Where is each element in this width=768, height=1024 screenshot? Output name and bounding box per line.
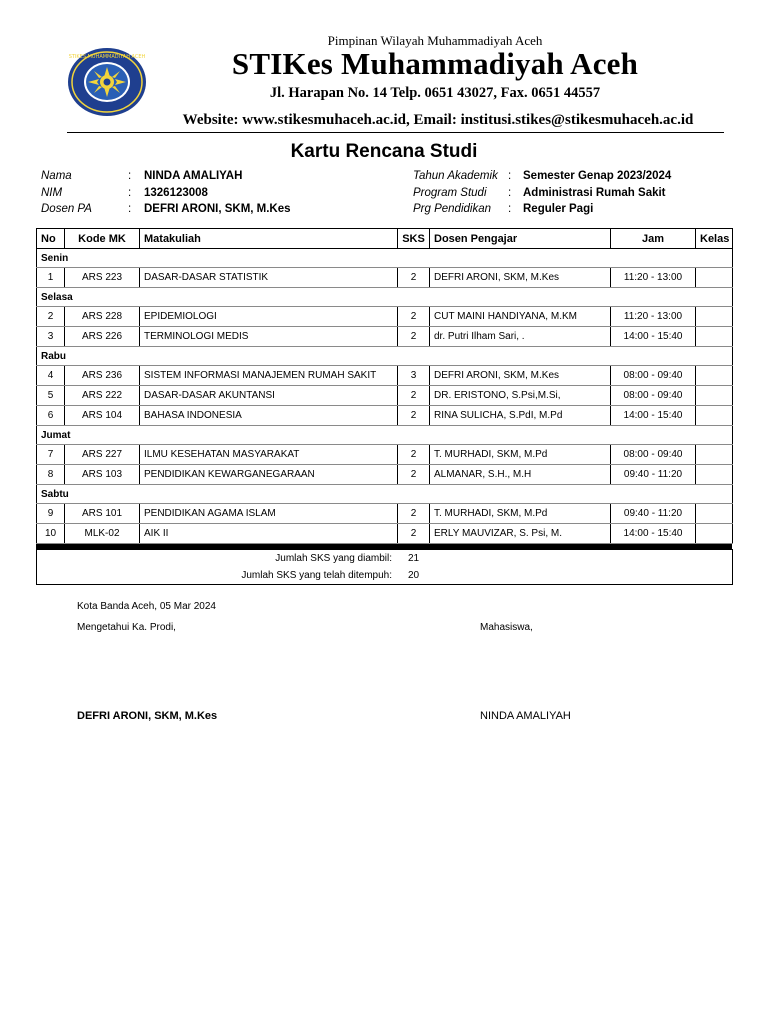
course-row [37,386,733,406]
course-code: ARS 101 [65,504,140,524]
course-no: 1 [37,268,65,288]
course-class [696,307,733,327]
sks-passed-value: 20 [408,570,420,581]
course-code: ARS 227 [65,445,140,465]
course-class [696,386,733,406]
course-lecturer: DEFRI ARONI, SKM, M.Kes [430,366,611,386]
course-no: 9 [37,504,65,524]
course-lecturer: CUT MAINI HANDIYANA, M.KM [430,307,611,327]
tahun-label: Tahun Akademik [413,170,498,182]
day-group-row [37,426,733,445]
course-lecturer: DEFRI ARONI, SKM, M.Kes [430,268,611,288]
course-sks: 2 [398,524,430,544]
course-lecturer: T. MURHADI, SKM, M.Pd [430,445,611,465]
course-table [36,228,733,544]
column-header-matakuliah: Matakuliah [140,229,398,249]
course-code: ARS 222 [65,386,140,406]
course-code: ARS 223 [65,268,140,288]
table-header-row [37,229,733,249]
course-time: 11:20 - 13:00 [611,307,696,327]
course-row [37,524,733,544]
column-header-dosen: Dosen Pengajar [430,229,611,249]
student-role: Mahasiswa, [480,622,533,633]
course-no: 4 [37,366,65,386]
course-no: 7 [37,445,65,465]
course-lecturer: ERLY MAUVIZAR, S. Psi, M. [430,524,611,544]
course-code: ARS 228 [65,307,140,327]
course-name: DASAR-DASAR AKUNTANSI [140,386,398,406]
day-label: Rabu [37,347,733,366]
course-row [37,268,733,288]
course-no: 5 [37,386,65,406]
colon: : [128,203,132,215]
student-info-labels [41,168,92,218]
student-name: NINDA AMALIYAH [480,710,571,722]
summary-row-taken [37,550,732,567]
day-group-row [37,485,733,504]
course-sks: 2 [398,465,430,485]
course-sks: 2 [398,406,430,426]
course-lecturer: DR. ERISTONO, S.Psi,M.Si, [430,386,611,406]
course-row [37,307,733,327]
course-sks: 2 [398,386,430,406]
course-name: TERMINOLOGI MEDIS [140,327,398,347]
academic-info-labels [413,168,498,218]
sks-taken-label: Jumlah SKS yang diambil: [275,553,392,564]
course-code: MLK-02 [65,524,140,544]
course-name: AIK II [140,524,398,544]
sks-passed-label: Jumlah SKS yang telah ditempuh: [241,570,392,581]
day-group-row [37,249,733,268]
course-row [37,327,733,347]
institution-contact: Website: www.stikesmuhaceh.ac.id, Email: institusi.stikes@stikesmuhaceh.ac.id [182,112,694,128]
course-lecturer: T. MURHADI, SKM, M.Pd [430,504,611,524]
course-lecturer: RINA SULICHA, S.PdI, M.Pd [430,406,611,426]
column-header-kelas: Kelas [696,229,733,249]
prg-label: Prg Pendidikan [413,203,491,215]
course-code: ARS 226 [65,327,140,347]
academic-info-colons [508,168,511,218]
tahun-value: Semester Genap 2023/2024 [523,170,672,182]
colon: : [508,170,512,182]
institution-name: STIKes Muhammadiyah Aceh [231,46,639,81]
course-sks: 3 [398,366,430,386]
course-no: 10 [37,524,65,544]
course-time: 09:40 - 11:20 [611,465,696,485]
course-time: 08:00 - 09:40 [611,445,696,465]
day-label: Senin [37,249,733,268]
course-time: 08:00 - 09:40 [611,386,696,406]
summary-row-passed [37,567,732,584]
course-time: 11:20 - 13:00 [611,268,696,288]
colon: : [508,203,512,215]
course-class [696,406,733,426]
course-lecturer: ALMANAR, S.H., M.H [430,465,611,485]
course-row [37,465,733,485]
column-header-sks: SKS [398,229,430,249]
course-sks: 2 [398,327,430,347]
course-sks: 2 [398,268,430,288]
course-name: BAHASA INDONESIA [140,406,398,426]
course-name: PENDIDIKAN AGAMA ISLAM [140,504,398,524]
institution-logo [66,47,148,117]
course-row [37,366,733,386]
place-date: Kota Banda Aceh, 05 Mar 2024 [77,601,216,612]
prodi-value: Administrasi Rumah Sakit [523,186,666,199]
course-time: 14:00 - 15:40 [611,327,696,347]
dosen-pa-label: Dosen PA [41,203,92,215]
course-row [37,406,733,426]
table-body [37,249,733,544]
nama-label: Nama [41,170,72,182]
course-sks: 2 [398,307,430,327]
course-lecturer: dr. Putri Ilham Sari, . [430,327,611,347]
course-no: 6 [37,406,65,426]
column-header-no: No [37,229,65,249]
course-name: EPIDEMIOLOGI [140,307,398,327]
course-name: ILMU KESEHATAN MASYARAKAT [140,445,398,465]
institution-address: Jl. Harapan No. 14 Telp. 0651 43027, Fax. 0651 44557 [269,85,601,101]
day-group-row [37,347,733,366]
header-divider [67,132,724,133]
course-no: 3 [37,327,65,347]
course-sks: 2 [398,504,430,524]
course-class [696,445,733,465]
course-class [696,268,733,288]
course-no: 2 [37,307,65,327]
course-time: 09:40 - 11:20 [611,504,696,524]
document-title: Kartu Rencana Studi [290,141,478,162]
column-header-kode: Kode MK [65,229,140,249]
course-sks: 2 [398,445,430,465]
nama-value: NINDA AMALIYAH [144,170,243,182]
course-no: 8 [37,465,65,485]
academic-info-values [523,168,671,218]
student-info-colons [128,168,131,218]
course-name: SISTEM INFORMASI MANAJEMEN RUMAH SAKIT [140,366,398,386]
course-class [696,366,733,386]
day-label: Jumat [37,426,733,445]
course-name: DASAR-DASAR STATISTIK [140,268,398,288]
course-name: PENDIDIKAN KEWARGANEGARAAN [140,465,398,485]
svg-text:STIKES MUHAMMADIYAH ACEH: STIKES MUHAMMADIYAH ACEH [68,54,146,60]
course-class [696,524,733,544]
course-code: ARS 104 [65,406,140,426]
course-code: ARS 103 [65,465,140,485]
approver-role: Mengetahui Ka. Prodi, [77,622,176,633]
nim-value: 1326123008 [144,186,208,199]
dosen-pa-value: DEFRI ARONI, SKM, M.Kes [144,203,291,215]
colon: : [128,186,132,199]
colon: : [128,170,132,182]
sks-summary [36,549,733,585]
course-class [696,327,733,347]
nim-label: NIM [41,186,63,199]
prodi-label: Program Studi [413,186,487,199]
day-label: Selasa [37,288,733,307]
organization-name: Pimpinan Wilayah Muhammadiyah Aceh [327,33,543,48]
approver-name: DEFRI ARONI, SKM, M.Kes [77,710,218,722]
prg-value: Reguler Pagi [523,203,594,215]
course-class [696,465,733,485]
course-time: 14:00 - 15:40 [611,524,696,544]
day-group-row [37,288,733,307]
sks-taken-value: 21 [408,553,420,564]
column-header-jam: Jam [611,229,696,249]
day-label: Sabtu [37,485,733,504]
course-code: ARS 236 [65,366,140,386]
course-time: 08:00 - 09:40 [611,366,696,386]
colon: : [508,186,512,199]
course-row [37,445,733,465]
course-class [696,504,733,524]
course-row [37,504,733,524]
student-info-values [144,168,291,218]
course-time: 14:00 - 15:40 [611,406,696,426]
